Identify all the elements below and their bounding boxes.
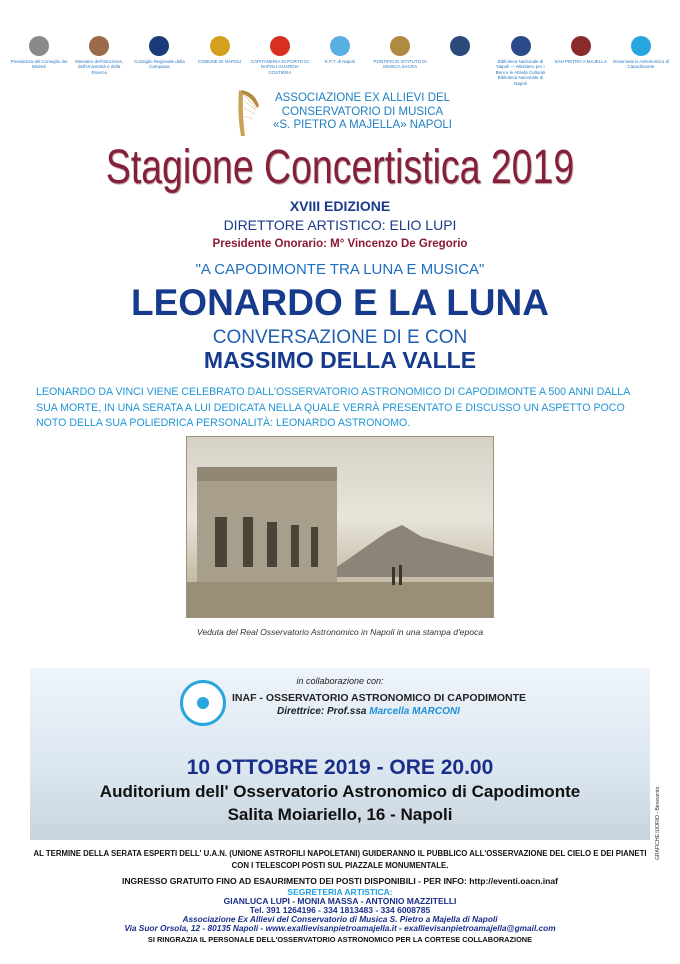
sponsor-logo-icon xyxy=(450,36,470,56)
phone-numbers: Tel. 391 1264196 - 334 1813483 - 334 6008785 xyxy=(249,905,431,915)
director-name: Marcella MARCONI xyxy=(369,706,460,717)
footer-note: CON I TELESCOPI POSTI SUL PIAZZALE MONUMENTALE. xyxy=(231,861,449,870)
secretary-names: GIANLUCA LUPI - MONIA MASSA - ANTONIO MAZZITELLI xyxy=(223,896,457,906)
collaboration-intro: in collaborazione con: xyxy=(296,676,384,686)
sponsor-caption: Ministero dell'Istruzione, dell'Università e della Ricerca xyxy=(75,59,124,75)
event-description: LEONARDO DA VINCI VIENE CELEBRATO DALL'OSSERVATORIO ASTRONOMICO DI CAPODIMONTE A 500 ANNI DALLA SUA MORTE, IN UNA SERATA A LUI DEDICATA NELLA QUALE VERRÀ PRESENTATO E DISCUSSO UN ASPETTO POCO NOTO DELLA SUA POLIEDRICA PERSONALITÀ: LEONARDO ASTRONOMO. xyxy=(36,386,630,429)
association-line: CONSERVATORIO DI MUSICA xyxy=(281,105,444,118)
sponsor-caption: Osservatorio Astronomico di Capodimonte xyxy=(612,59,670,70)
inaf-logo-icon xyxy=(180,680,226,726)
event-theme: "A CAPODIMONTE TRA LUNA E MUSICA" xyxy=(195,261,485,278)
event-address: Salita Moiariello, 16 - Napoli xyxy=(227,805,453,824)
sponsor-logo xyxy=(492,36,550,86)
contact-info: Via Suor Orsola, 12 - 80135 Napoli - www.exallievisanpietroamajella.it - exallievisanpietroamajella@gmail.com xyxy=(124,923,556,933)
admission-info: INGRESSO GRATUITO FINO AD ESAURIMENTO DEI POSTI DISPONIBILI - PER INFO: http://eventi.oacn.inaf xyxy=(121,876,559,886)
conversation-label: CONVERSAZIONE DI E CON xyxy=(212,327,468,348)
sponsor-caption: CAPITANERIA DI PORTO DI NAPOLI GUARDIA COSTIERA xyxy=(250,59,309,75)
footer-note: AL TERMINE DELLA SERATA ESPERTI DELL' U.A.N. (UNIONE ASTROFILI NAPOLETANI) GUIDERANNO IL PUBBLICO ALL'OSSERVAZIONE DEL CIELO E DEI PIANETI xyxy=(33,849,647,858)
sponsor-logo xyxy=(431,36,489,59)
sponsor-logo-icon xyxy=(571,36,591,56)
sponsor-logos xyxy=(10,36,670,86)
sponsor-caption: Presidenza del Consiglio dei Ministri xyxy=(10,59,68,70)
sponsor-logo xyxy=(251,36,309,75)
honorary-president: Presidente Onorario: M° Vincenzo De Gregorio xyxy=(212,238,468,250)
sponsor-logo-icon xyxy=(631,36,651,56)
director-label: Direttrice: Prof.ssa xyxy=(277,706,370,717)
sponsor-logo-icon xyxy=(89,36,109,56)
secretary-label: SEGRETERIA ARTISTICA: xyxy=(287,887,393,897)
observatory-engraving xyxy=(186,436,494,618)
sponsor-caption: E.P.T. di Napoli xyxy=(324,59,356,64)
sponsor-logo-icon xyxy=(29,36,49,56)
image-caption: Veduta del Real Osservatorio Astronomico in Napoli in una stampa d'epoca xyxy=(196,627,484,637)
event-title: LEONARDO E LA LUNA xyxy=(131,282,549,323)
sponsor-logo-icon xyxy=(330,36,350,56)
association-line: ASSOCIAZIONE EX ALLIEVI DEL xyxy=(274,92,451,104)
sponsor-caption: SAN PIETRO A MAJELLA xyxy=(554,59,607,64)
association-line: «S. PIETRO A MAJELLA» NAPOLI xyxy=(273,119,452,131)
sponsor-logo-icon xyxy=(149,36,169,56)
season-title: Stagione Concertistica 2019 xyxy=(105,141,575,194)
speaker-name: MASSIMO DELLA VALLE xyxy=(203,347,477,373)
sponsor-caption: PONTIFICIO ISTITUTO DI MUSICA SACRA xyxy=(373,59,427,70)
sponsor-logo xyxy=(130,36,188,70)
sponsor-logo xyxy=(612,36,670,70)
sponsor-logo xyxy=(371,36,429,70)
sponsor-logo xyxy=(70,36,128,75)
observatory-director xyxy=(277,706,460,717)
sponsor-caption: COMUNE DI NAPOLI xyxy=(197,59,242,64)
collaboration-org: INAF - OSSERVATORIO ASTRONOMICO DI CAPODIMONTE xyxy=(232,692,527,704)
sponsor-logo-icon xyxy=(210,36,230,56)
thanks-note: SI RINGRAZIA IL PERSONALE DELL'OSSERVATORIO ASTRONOMICO PER LA CORTESE COLLABORAZIONE xyxy=(147,935,533,944)
event-date: 10 OTTOBRE 2019 - ORE 20.00 xyxy=(186,756,494,779)
artistic-director: DIRETTORE ARTISTICO: ELIO LUPI xyxy=(223,217,457,233)
sponsor-logo xyxy=(552,36,610,64)
sponsor-logo-icon xyxy=(270,36,290,56)
printer-credit: GRAFICHE IUORIO - Benevento xyxy=(655,786,661,860)
sponsor-caption: Biblioteca Nazionale di Napoli — Ministero per i Beni e le Attività Culturali Biblioteca Nazionale di Napoli xyxy=(495,59,546,86)
sponsor-logo xyxy=(10,36,68,70)
event-venue: Auditorium dell' Osservatorio Astronomico di Capodimonte xyxy=(99,782,581,801)
sponsor-logo-icon xyxy=(511,36,531,56)
sponsor-logo-icon xyxy=(390,36,410,56)
edition: XVIII EDIZIONE xyxy=(289,198,391,214)
association-name xyxy=(270,92,455,133)
harp-logo-icon xyxy=(233,86,263,138)
sponsor-logo xyxy=(191,36,249,64)
association-footer: Associazione Ex Allievi del Conservatorio di Musica S. Pietro a Majella di Napoli xyxy=(182,914,498,924)
sponsor-logo xyxy=(311,36,369,64)
sponsor-caption: Consiglio Regionale della Campania xyxy=(133,59,185,70)
